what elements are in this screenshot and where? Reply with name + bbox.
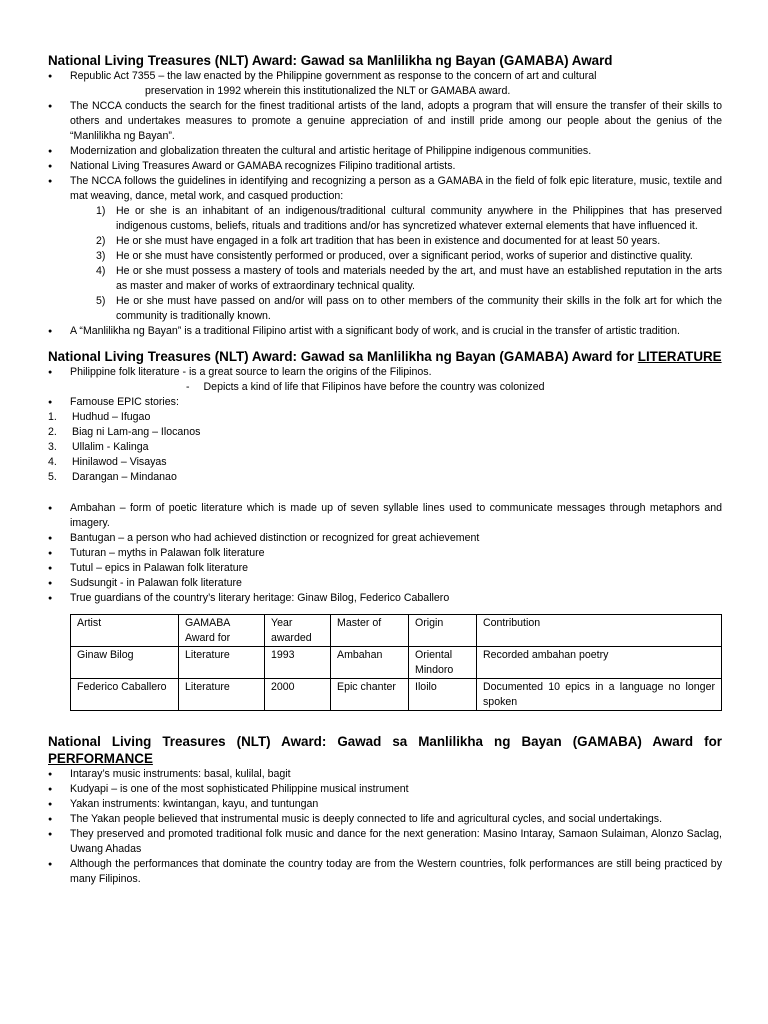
list-item bbox=[48, 365, 722, 395]
epic-item: 4. Hinilawod – Visayas bbox=[48, 456, 167, 468]
ra7355-line1: ● Republic Act 7355 – the law enacted by the Philippine government as response to the concern of art and cultural bbox=[70, 70, 597, 82]
table-cell: 1993 bbox=[265, 647, 331, 679]
list-item: ● They preserved and promoted traditional folk music and dance for the next generation: Masino Intaray, Samaon Sulaiman, Alonzo Saclag, Uwang Ahadas bbox=[48, 827, 722, 857]
epic-item: 5. Darangan – Mindanao bbox=[48, 471, 177, 483]
folk-literature-sub: - Depicts a kind of life that Filipinos have before the country was colonized bbox=[186, 381, 545, 393]
epic-item: 2. Biag ni Lam-ang – Ilocanos bbox=[48, 426, 201, 438]
table-cell: Documented 10 epics in a language no longer spoken bbox=[477, 679, 722, 711]
col-year: Year awarded bbox=[265, 615, 331, 647]
table-cell: Iloilo bbox=[409, 679, 477, 711]
criteria-item: 1) He or she is an inhabitant of an indigenous/traditional cultural community anywhere in the Philippines that has preserved indigenous customs, beliefs, rituals and traditions and/or has syncretized whatever external elements that have influenced it. bbox=[96, 205, 722, 232]
table-cell: Federico Caballero bbox=[71, 679, 179, 711]
gamaba-literature-table bbox=[70, 614, 722, 711]
list-item: ● A “Manlilikha ng Bayan” is a traditional Filipino artist with a significant body of work, and is crucial in the transfer of artistic tradition. bbox=[48, 324, 722, 339]
epic-list bbox=[48, 410, 722, 485]
table-cell: Ginaw Bilog bbox=[71, 647, 179, 679]
list-item bbox=[48, 395, 722, 410]
list-item bbox=[48, 174, 722, 324]
col-contribution: Contribution bbox=[477, 615, 722, 647]
table-row bbox=[71, 647, 722, 679]
section2-bullets bbox=[48, 365, 722, 410]
list-item: ● Modernization and globalization threaten the cultural and artistic heritage of Philippine indigenous communities. bbox=[48, 144, 722, 159]
table-cell: Recorded ambahan poetry bbox=[477, 647, 722, 679]
criteria-item: 2) He or she must have engaged in a folk art tradition that has been in existence and documented for at least 50 years. bbox=[96, 235, 661, 247]
col-master-of: Master of bbox=[331, 615, 409, 647]
col-origin: Origin bbox=[409, 615, 477, 647]
list-item bbox=[48, 69, 722, 99]
section3-title: National Living Treasures (NLT) Award: Gawad sa Manlilikha ng Bayan (GAMABA) Award for PERFORMANCE bbox=[48, 734, 722, 766]
table-cell: Epic chanter bbox=[331, 679, 409, 711]
list-item: ● Tuturan – myths in Palawan folk literature bbox=[48, 546, 722, 561]
list-item: ● Ambahan – form of poetic literature which is made up of seven syllable lines used to communicate messages through metaphors and imagery. bbox=[48, 501, 722, 531]
section2-title: National Living Treasures (NLT) Award: Gawad sa Manlilikha ng Bayan (GAMABA) Award for LITERATURE bbox=[48, 349, 722, 364]
list-item: ● Sudsungit - in Palawan folk literature bbox=[48, 576, 722, 591]
gamaba-table-wrap bbox=[70, 614, 722, 711]
list-item: ● Bantugan – a person who had achieved distinction or recognized for great achievement bbox=[48, 531, 722, 546]
list-item: ● Although the performances that dominate the country today are from the Western countries, folk performances are still being practiced by many Filipinos. bbox=[48, 857, 722, 887]
list-item: ● Intaray’s music instruments: basal, kulilal, bagit bbox=[48, 767, 722, 782]
section1-title: National Living Treasures (NLT) Award: Gawad sa Manlilikha ng Bayan (GAMABA) Award bbox=[48, 53, 613, 68]
section2-terms bbox=[48, 501, 722, 606]
document-page bbox=[48, 52, 722, 887]
ra7355-line2: preservation in 1992 wherein this institutionalized the NLT or GAMABA award. bbox=[145, 85, 511, 97]
performance-emph: PERFORMANCE bbox=[48, 751, 153, 766]
col-award-for: GAMABA Award for bbox=[179, 615, 265, 647]
section1-bullets bbox=[48, 69, 722, 339]
epic-item: 1. Hudhud – Ifugao bbox=[48, 411, 151, 423]
list-item: ● Tutul – epics in Palawan folk literature bbox=[48, 561, 722, 576]
criteria-item: 4) He or she must possess a mastery of tools and materials needed by the art, and must have an established reputation in the arts as master and maker of works of extraordinary technical quality. bbox=[96, 265, 722, 292]
table-cell: Literature bbox=[179, 679, 265, 711]
col-artist: Artist bbox=[71, 615, 179, 647]
epic-item: 3. Ullalim - Kalinga bbox=[48, 441, 149, 453]
list-item: ● The Yakan people believed that instrumental music is deeply connected to life and agricultural cycles, and social undertakings. bbox=[48, 812, 722, 827]
folk-literature-text: ● Philippine folk literature - is a great source to learn the origins of the Filipinos. bbox=[70, 366, 432, 378]
table-row bbox=[71, 679, 722, 711]
epics-label: Famouse EPIC stories: bbox=[70, 396, 179, 408]
guidelines-text: The NCCA follows the guidelines in identifying and recognizing a person as a GAMABA in the field of folk epic literature, music, textile and mat weaving, dance, metal work, and casqued production: bbox=[70, 175, 722, 202]
literature-emph: LITERATURE bbox=[637, 349, 722, 364]
table-header-row bbox=[71, 615, 722, 647]
criteria-item: 5) He or she must have passed on and/or will pass on to other members of the community their skills in the folk art for which the community is traditionally known. bbox=[96, 295, 722, 322]
criteria-list bbox=[96, 204, 722, 324]
criteria-item: 3) He or she must have consistently performed or produced, over a significant period, works of superior and distinctive quality. bbox=[96, 250, 693, 262]
list-item: ● National Living Treasures Award or GAMABA recognizes Filipino traditional artists. bbox=[48, 159, 722, 174]
list-item: ● The NCCA conducts the search for the finest traditional artists of the land, adopts a program that will ensure the transfer of their skills to others and undertakes measures to promote a genuine appreciation of and instill pride among our people about the genius of the “Manlilikha ng Bayan”. bbox=[48, 99, 722, 144]
table-cell: 2000 bbox=[265, 679, 331, 711]
list-item: ● True guardians of the country’s literary heritage: Ginaw Bilog, Federico Caballero bbox=[48, 591, 722, 606]
list-item: ● Kudyapi – is one of the most sophisticated Philippine musical instrument bbox=[48, 782, 722, 797]
table-cell: Oriental Mindoro bbox=[409, 647, 477, 679]
section3-bullets bbox=[48, 767, 722, 887]
list-item: ● Yakan instruments: kwintangan, kayu, and tuntungan bbox=[48, 797, 722, 812]
table-cell: Literature bbox=[179, 647, 265, 679]
table-cell: Ambahan bbox=[331, 647, 409, 679]
